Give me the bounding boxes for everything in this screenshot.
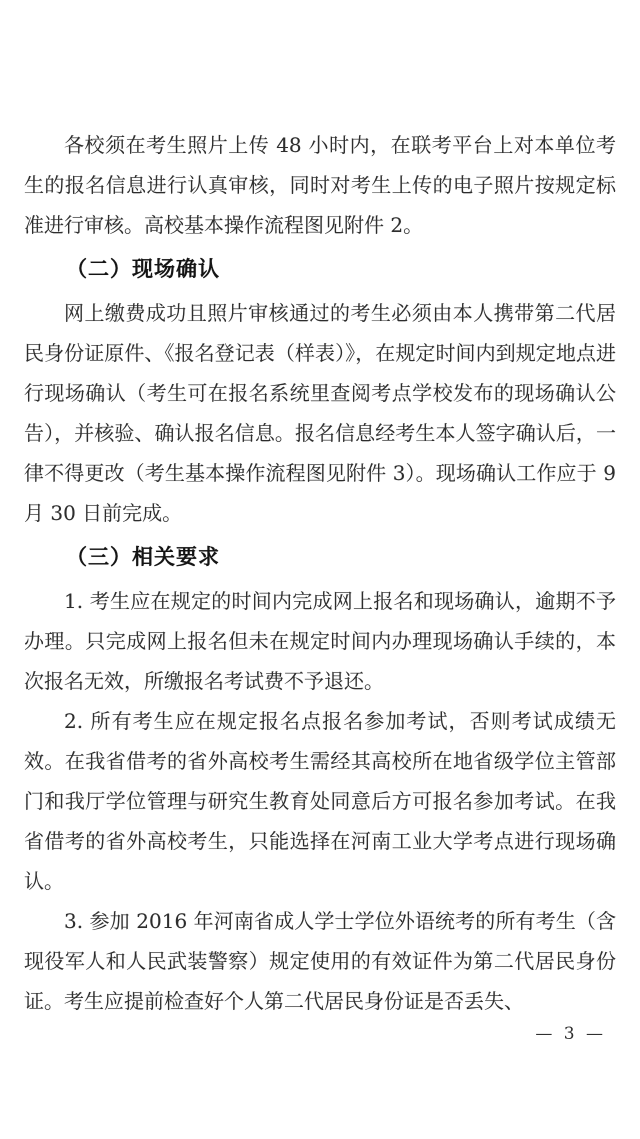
paragraph-requirement-2: 2. 所有考生应在规定报名点报名参加考试，否则考试成绩无效。在我省借考的省外高校考生需经其高校所在地省级学位主管部门和我厅学位管理与研究生教育处同意后方可报名参加考试。在我省借考的省外高校考生，只能选择在河南工业大学考点进行现场确认。 bbox=[24, 709, 616, 893]
paragraph-photo-review: 各校须在考生照片上传 48 小时内，在联考平台上对本单位考生的报名信息进行认真审核，同时对考生上传的电子照片按规定标准进行审核。高校基本操作流程图见附件 2。 bbox=[24, 133, 616, 237]
paragraph-requirement-1: 1. 考生应在规定的时间内完成网上报名和现场确认，逾期不予办理。只完成网上报名但未在规定时间内办理现场确认手续的，本次报名无效，所缴报名考试费不予退还。 bbox=[24, 589, 616, 693]
heading-related-requirements: （三）相关要求 bbox=[66, 545, 220, 569]
heading-onsite-confirmation: （二）现场确认 bbox=[66, 257, 220, 281]
paragraph-onsite-confirmation-details: 网上缴费成功且照片审核通过的考生必须由本人携带第二代居民身份证原件、《报名登记表（样表）》，在规定时间内到规定地点进行现场确认（考生可在报名系统里查阅考点学校发布的现场确认公告），并核验、确认报名信息。报名信息经考生本人签字确认后，一律不得更改（考生基本操作流程图见附件 3）。现场确认工作应于 9 月 30 日前完成。 bbox=[24, 301, 616, 525]
paragraph-requirement-3: 3. 参加 2016 年河南省成人学士学位外语统考的所有考生（含现役军人和人民武装警察）规定使用的有效证件为第二代居民身份证。考生应提前检查好个人第二代居民身份证是否丢失、 bbox=[24, 909, 616, 1013]
page-number: — 3 — bbox=[535, 1024, 606, 1044]
